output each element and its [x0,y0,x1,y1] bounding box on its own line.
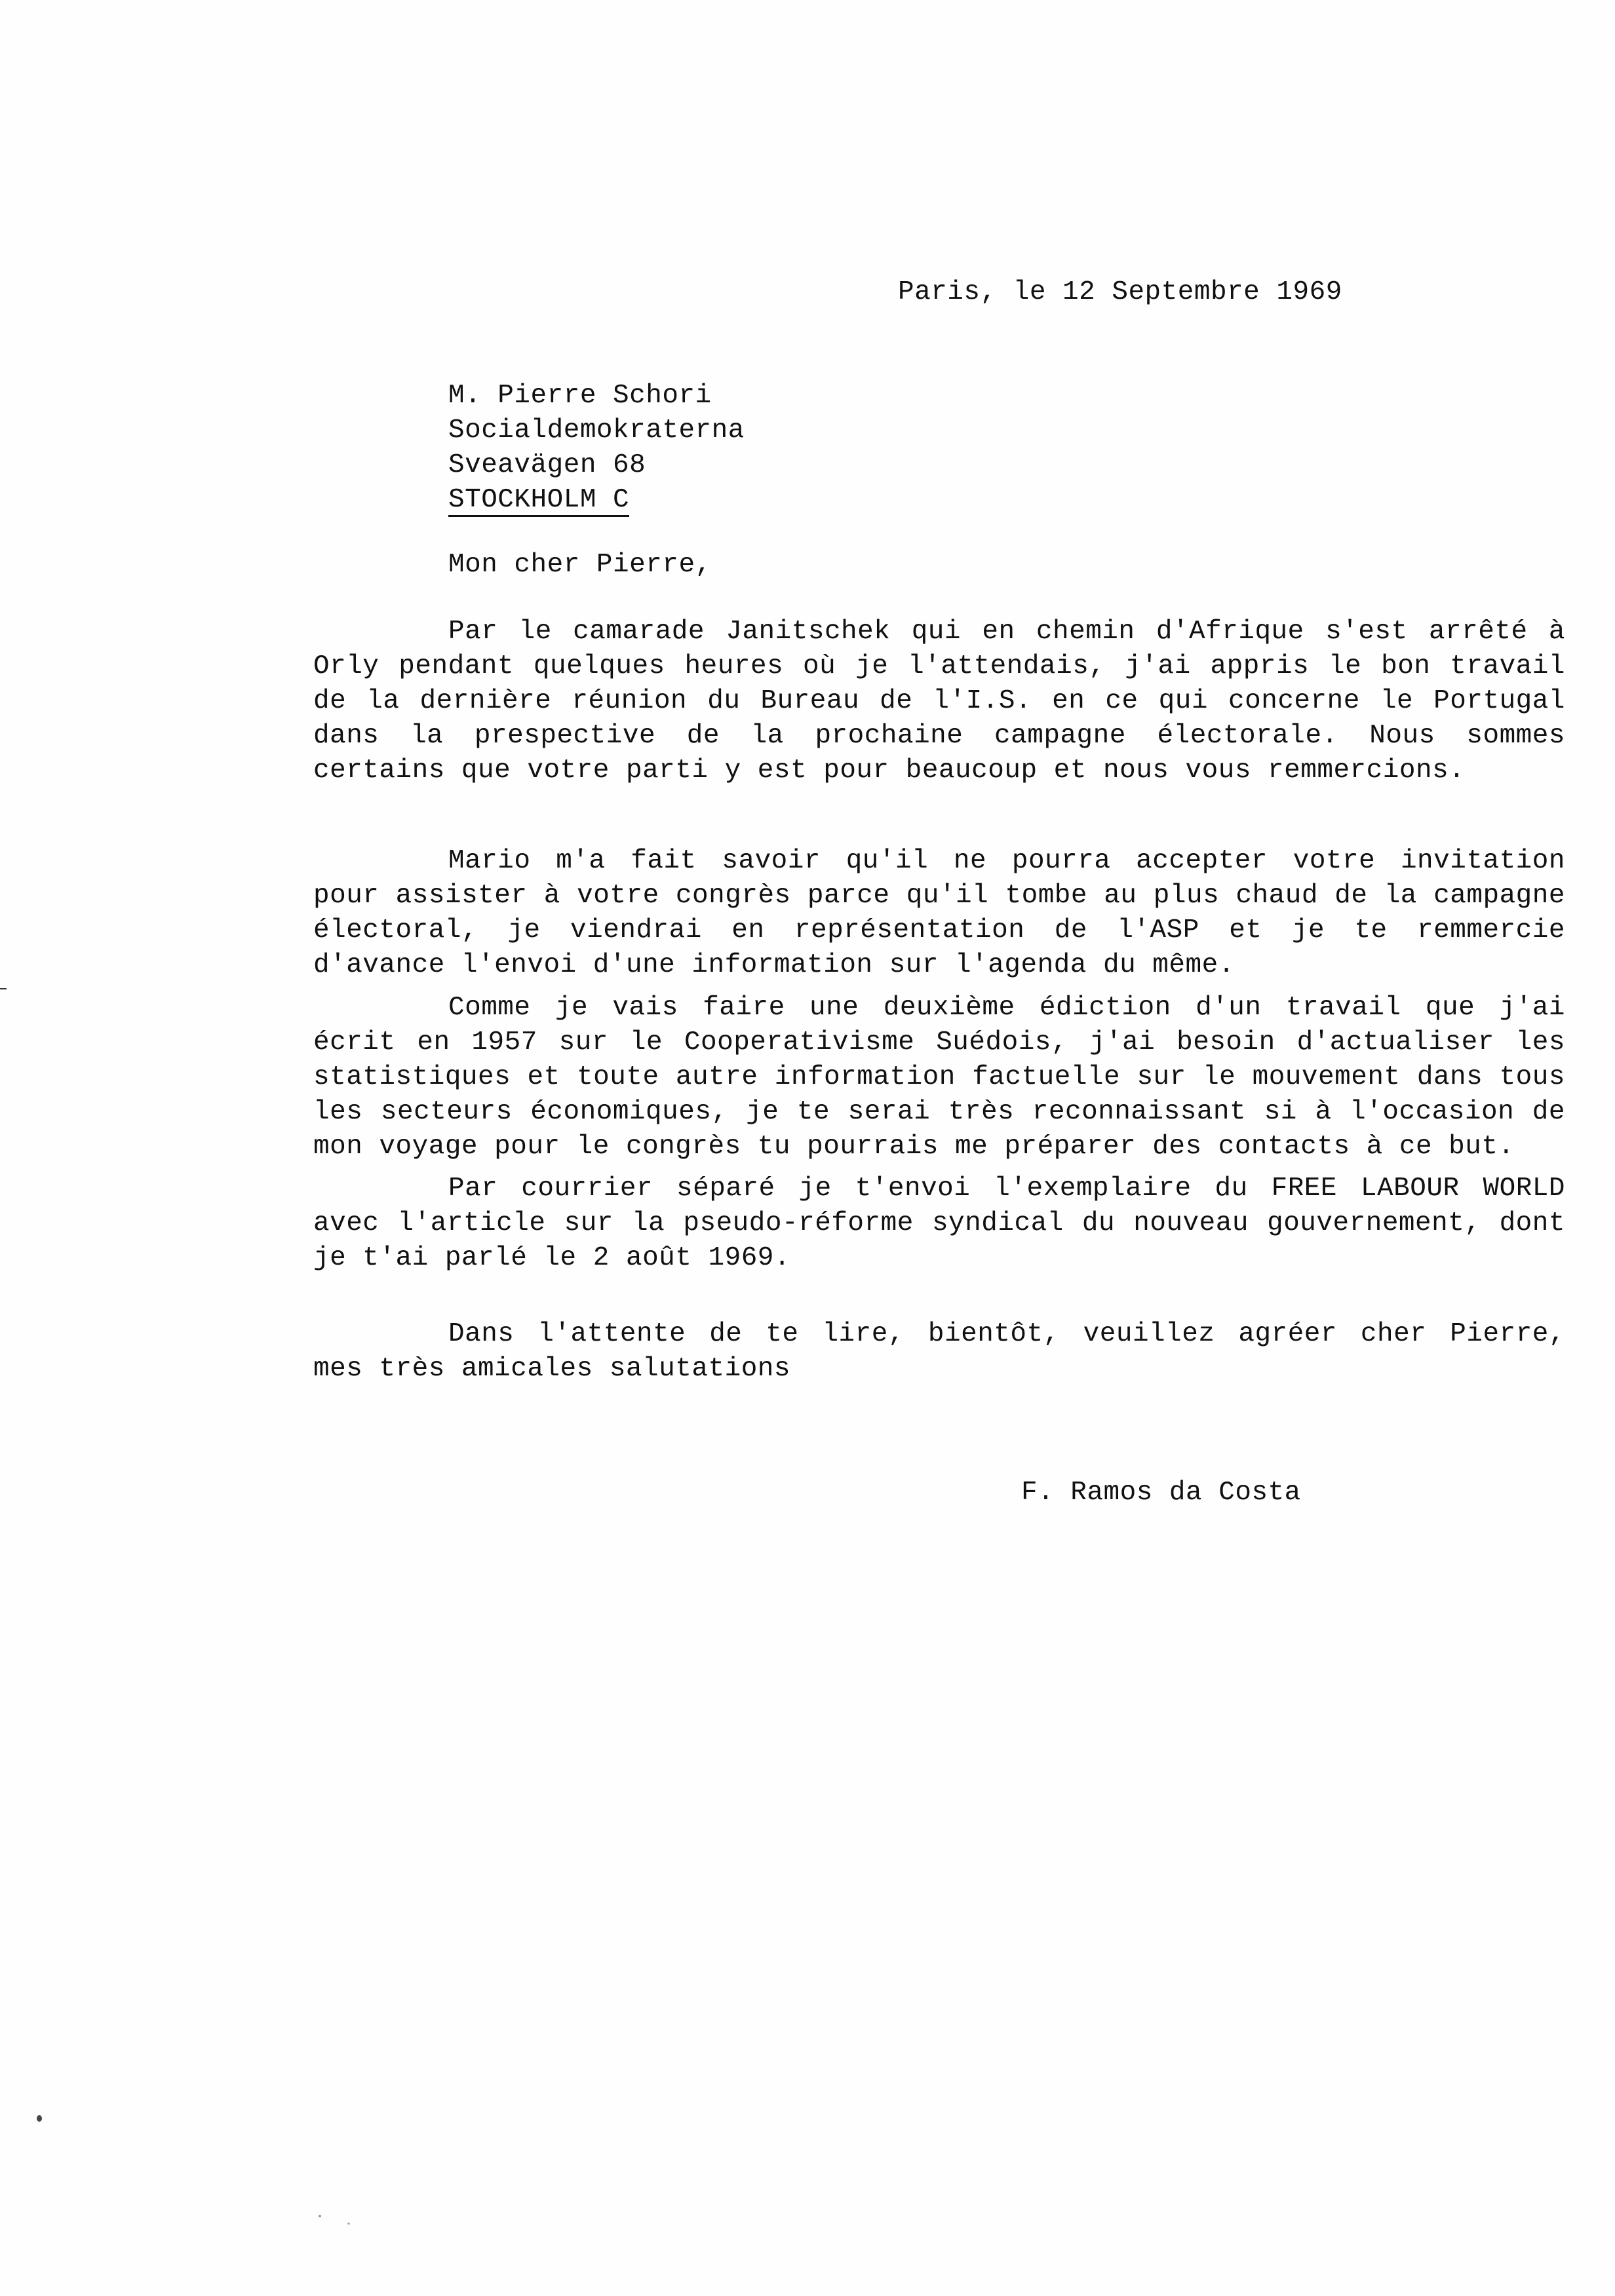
margin-mark [0,988,7,989]
recipient-address [448,379,745,518]
signature: F. Ramos da Costa [1021,1478,1301,1508]
paragraph-4: Par courrier séparé je t'envoi l'exemplaire du FREE LABOUR WORLD avec l'article sur la pseudo-réforme syndical du nouveau gouvernement, dont je t'ai parlé le 2 août 1969. [313,1174,1565,1273]
recipient-name: M. Pierre Schori [448,381,712,411]
recipient-street: Sveavägen 68 [448,450,646,480]
paragraph-2: Mario m'a fait savoir qu'il ne pourra accepter votre invitation pour assister à votre congrès parce qu'il tombe au plus chaud de la campagne électoral, je viendrai en représentation de l'ASP et je te remmercie d'avance l'envoi d'une information sur l'agenda du même. [313,846,1565,980]
recipient-city: STOCKHOLM C [448,485,629,517]
scan-speck [37,2115,42,2122]
letter-date: Paris, le 12 Septembre 1969 [898,277,1342,307]
paragraph-3: Comme je vais faire une deuxième édiction d'un travail que j'ai écrit en 1957 sur le Cooperativisme Suédois, j'ai besoin d'actualiser les statistiques et toute autre information factuelle sur le mouvement dans tous les secteurs économiques, je te serai très reconnaissant si à l'occasion de mon voyage pour le congrès tu pourrais me préparer des contacts à ce but. [313,993,1565,1162]
recipient-organization: Socialdemokraterna [448,415,745,446]
salutation: Mon cher Pierre, [448,550,712,580]
paragraph-5: Dans l'attente de te lire, bientôt, veuillez agréer cher Pierre, mes très amicales salutations [313,1319,1565,1384]
scan-speck [319,2215,321,2217]
paragraph-1: Par le camarade Janitschek qui en chemin d'Afrique s'est arrêté à Orly pendant quelques heures où je l'attendais, j'ai appris le bon travail de la dernière réunion du Bureau de l'I.S. en ce qui concerne le Portugal dans la prespective de la prochaine campagne électorale. Nous sommes certains que votre parti y est pour beaucoup et nous vous remmercions. [313,617,1565,786]
scan-speck [347,2223,350,2225]
